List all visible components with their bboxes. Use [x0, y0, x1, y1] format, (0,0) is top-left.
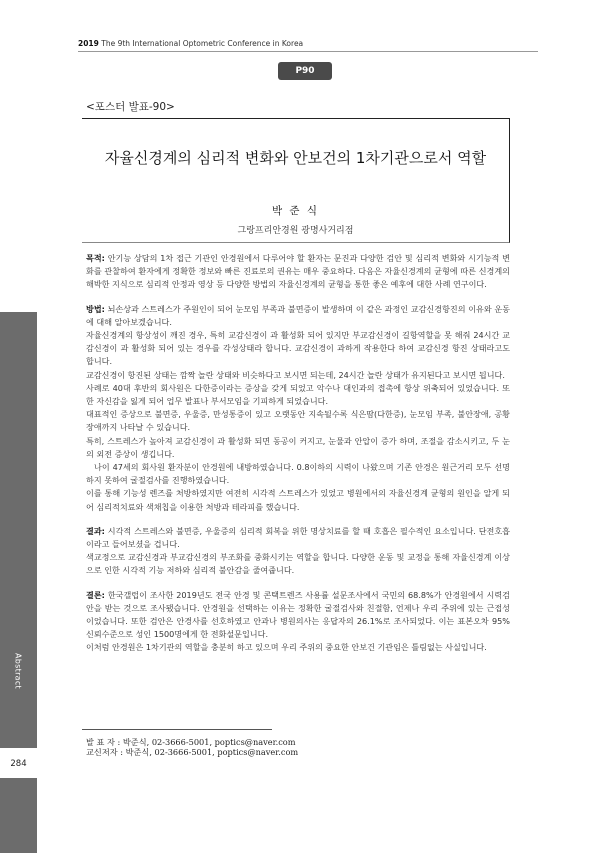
footnote-divider — [82, 729, 272, 730]
conclusion-section — [86, 589, 510, 642]
purpose-text: 안기능 상담의 1차 접근 기관인 안경원에서 다루어야 할 환자는 문진과 다양한 검안 및 심리적 변화와 시기능적 변화를 관찰하여 환자에게 정확한 정보와 빠른 진료로의 권유는 매우 중요하다. 다음은 자율신경계의 균형에 따른 신경계의 해박한 지식으로 심리적 안정과 영상 등 다양한 방법의 자율신경계의 균형을 통한 좋은 예후에 대한 사례 연구이다. — [86, 253, 510, 290]
side-tab-bottom — [0, 778, 37, 853]
poster-label: <포스터 발표-90> — [86, 101, 175, 113]
title-box — [82, 118, 510, 243]
result-paragraph: 시각적 스트레스와 불면증, 우울증의 심리적 회복을 위한 명상치료를 할 때 호흡은 필수적인 요소입니다. 단전호흡이라고 들어보셨을 겁니다. — [86, 525, 510, 550]
conclusion-label: 결론: — [86, 589, 105, 600]
side-tab-label: Abstract — [13, 653, 23, 689]
poster-number-badge: P90 — [278, 62, 332, 80]
conclusion-paragraph: 이처럼 안경원은 1차기관의 역할을 충분히 하고 있으며 우리 주위의 중요한 안보건 기관임은 틀림없는 사실입니다. — [86, 642, 487, 653]
header-divider — [78, 51, 538, 52]
header-conference: The 9th International Optometric Conference in Korea — [101, 39, 304, 48]
purpose-section — [86, 252, 510, 292]
result-paragraph: 색교정으로 교감신경과 부교감신경의 부조화를 중화시키는 역할을 합니다. 다양한 운동 및 교정을 통해 자율신경계 이상으로 인한 시각적 기능 저하와 심리적 불안감을 줄여줍니다. — [86, 552, 510, 576]
contact-info — [86, 737, 298, 757]
header-year: 2019 — [78, 39, 99, 48]
purpose-label: 목적: — [86, 253, 105, 263]
method-paragraph: 특히, 스트레스가 높아져 교감신경이 과 활성화 되면 동공이 커지고, 눈물과 안압이 증가 하며, 조절을 감소시키고, 두 눈의 외전 증상이 생깁니다. — [86, 435, 510, 459]
result-section — [86, 525, 510, 551]
method-paragraph: 자율신경계의 항상성이 깨진 경우, 특히 교감신경이 과 활성화 되어 있지만 부교감신경이 길항역할을 못 해줘 24시간 교감신경이 과 활성화 되어 있는 경우를 각성상태라 합니다. 교감신경이 과하게 작용한다 하여 교감신경 항진 상태라고도 합니다. — [86, 330, 510, 367]
presenter-contact: 발 표 자 : 박준식, 02-3666-5001, poptics@naver.com — [86, 737, 296, 747]
method-paragraph: 사례로 40대 후반의 회사원은 다한증이라는 증상을 갖게 되었고 악수나 대인과의 접촉에 항상 위축되어 있었습니다. 또한 자신감을 잃게 되어 업무 발표나 부서모임을 기피하게 되었습니다. — [86, 382, 510, 407]
author-name: 박 준 식 — [271, 205, 320, 217]
method-paragraph: 뇌손상과 스트레스가 주원인이 되어 눈모임 부족과 불면증이 발생하며 이 같은 과정인 교감신경항진의 이유와 운동에 대해 알아보겠습니다. — [86, 303, 510, 327]
method-paragraph: 교감신경이 항진된 상태는 깜짝 놀란 상태와 비슷하다고 보시면 되는데, 24시간 놀란 상태가 유지된다고 보시면 됩니다. — [86, 369, 505, 380]
running-header — [78, 39, 303, 48]
page-number: 284 — [0, 750, 37, 778]
method-paragraph: 나이 47세의 회사원 환자분이 안경원에 내방하였습니다. 0.8이하의 시력이 나왔으며 기존 안경은 원근거리 모두 선명하지 못하여 굴절검사를 진행하였습니다. — [86, 462, 510, 486]
corresponding-author-contact: 교신저자 : 박준식, 02-3666-5001, poptics@naver.com — [86, 747, 299, 757]
method-label: 방법: — [86, 303, 105, 314]
result-label: 결과: — [86, 525, 105, 536]
author-affiliation: 그랑프리안경원 광명사거리점 — [237, 226, 354, 236]
method-section — [86, 303, 510, 329]
conclusion-paragraph: 한국갤럽이 조사한 2019년도 전국 안경 및 콘택트렌즈 사용률 설문조사에서 국민의 68.8%가 안경원에서 시력검안을 받는 것으로 조사됐습니다. 안경원을 선택하는 이유는 정확한 굴절검사와 친절함, 언제나 우리 주위에 있는 근접성 이었습니다. 또한 검안은 안경사를 선호하였고 안과나 병원의사는 응답자의 26.1%로 조사되었다. 이는 표본오차 95% 신뢰수준으로 성인 1500명에게 한 전화설문입니다. — [86, 589, 510, 640]
method-paragraph: 대표적인 증상으로 불면증, 우울증, 만성통증이 있고 오랫동안 지속될수록 식은땀(다한증), 눈모임 부족, 불안장애, 공황장애까지 나타날 수 있습니다. — [86, 409, 510, 433]
abstract-body — [86, 252, 510, 655]
method-paragraph: 이를 통해 기능성 렌즈를 처방하였지만 여전히 시각적 스트레스가 있었고 병원에서의 자율신경계 균형의 원인을 알게 되어 심리적치료와 색채칩을 이용한 처방과 테라피를 했습니다. — [86, 488, 510, 512]
paper-title: 자율신경계의 심리적 변화와 안보건의 1차기관으로서 역할 — [104, 149, 487, 167]
